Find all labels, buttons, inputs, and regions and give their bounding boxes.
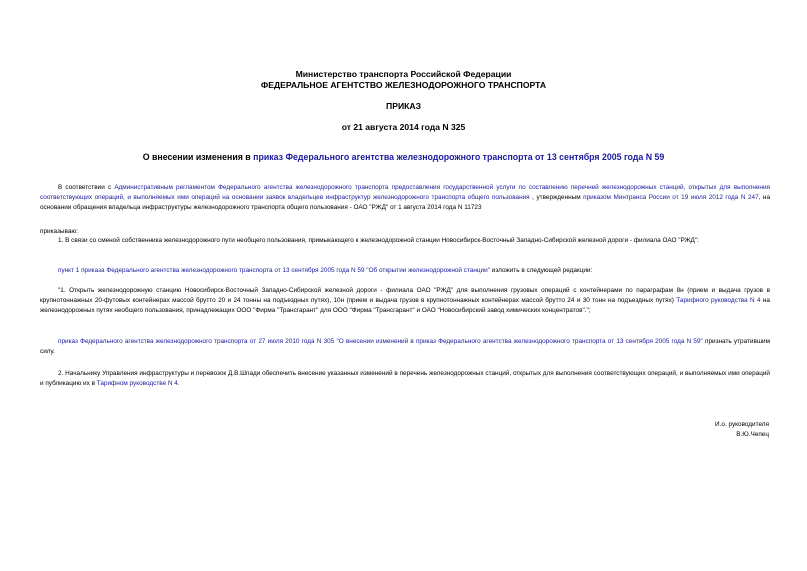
item-2-text-end: .	[177, 380, 180, 387]
paragraph-order-word: приказываю:	[40, 228, 78, 235]
order-clause-link[interactable]: пункт 1 приказа Федерального агентства железнодорожного транспорта от 13 сентября 2005 года N 59 "Об открытии железнодорожной станции"	[58, 267, 490, 274]
tariff-guide-link-2[interactable]: Тарифном руководстве N 4	[96, 380, 178, 387]
paragraph-item-1: 1. В связи со сменой собственника железнодорожного пути необщего пользования, примыкающего к железнодорожной станции Новосибирск-Восточный Западно-Сибирской железной дороги - филиала ОАО "РЖД":	[58, 237, 699, 244]
document-title	[0, 152, 807, 163]
mintrans-order-link[interactable]: приказом Минтранса России от 19 июля 2012 года N 247	[583, 194, 759, 201]
tariff-guide-link[interactable]: Тарифного руководства N 4	[676, 297, 761, 304]
paragraph-repeal	[40, 337, 770, 357]
item-2-text-start: 2. Начальнику Управления инфраструктуры и перевозок Д.В.Шпади обеспечить внесение указанных изменений в перечень железнодорожных станций, открытых для выполнения соответствующих операций, и выполняемых ими операций и публикацию их в	[40, 370, 770, 387]
basis-text-middle: , утвержденным	[529, 194, 584, 201]
document-type: ПРИКАЗ	[386, 101, 421, 111]
repeal-text: признать утратившим силу.	[40, 338, 770, 355]
signatory-role: И.о. руководителя	[715, 421, 769, 428]
ministry-name: Министерство транспорта Российской Федерации	[295, 69, 512, 79]
paragraph-basis	[40, 183, 770, 213]
repealed-order-link[interactable]: приказ Федерального агентства железнодорожного транспорта от 27 июля 2010 года N 305 "О внесении изменений в приказ Федерального агентства железнодорожного транспорта от 13 сентября 2005 года N 59"	[58, 338, 703, 345]
new-wording-text-start: "1. Открыть железнодорожную станцию Новосибирск-Восточный Западно-Сибирской железной дороги - филиала ОАО "РЖД" для выполнения грузовых операций с контейнерами по параграфам 8н (прием и выдача грузов в крупнотоннажных 20-футовых контейнерах массой брутто 20 и 24 тонны на подъездных путях), 10н (прием и выдача грузов в крупнотоннажных контейнерах массой брутто 24 и 30 тонн на подъездных путях)	[40, 287, 770, 304]
title-prefix: О внесении изменения в	[142, 152, 254, 162]
paragraph-item-2	[40, 369, 770, 389]
document-date-number: от 21 августа 2014 года N 325	[341, 122, 466, 132]
basis-text-start: В соответствии с	[58, 184, 115, 191]
paragraph-new-wording	[40, 286, 770, 316]
agency-name: ФЕДЕРАЛЬНОЕ АГЕНТСТВО ЖЕЛЕЗНОДОРОЖНОГО ТРАНСПОРТА	[260, 80, 547, 90]
new-wording-text-end: на железнодорожных путях необщего пользования, принадлежащих ООО "Фирма "Трансгарант" для ООО "Фирма "Трансгарант" и ОАО "Новосибирский завод химических концентратов".";	[40, 297, 770, 314]
basis-text-end: , на основании обращения владельца инфраструктуры железнодорожного транспорта общего пользования - ОАО "РЖД" от 1 августа 2014 года N 11723	[40, 194, 770, 211]
title-order-link[interactable]: приказ Федерального агентства железнодорожного транспорта от 13 сентября 2005 года N 59	[253, 152, 665, 162]
signatory-name: В.Ю.Чепец	[736, 431, 769, 438]
paragraph-amendment	[40, 266, 770, 276]
amendment-text: изложить в следующей редакции:	[489, 267, 593, 274]
regulation-link[interactable]: Административным регламентом Федерального агентства железнодорожного транспорта предоставления государственной услуги по составлению перечней железнодорожных станций, открытых для выполнения соответствующих операций, и выполняемых ими операций на основании заявок владельцев инфраструктур железнодорожного транспорта общего пользования	[40, 184, 770, 201]
